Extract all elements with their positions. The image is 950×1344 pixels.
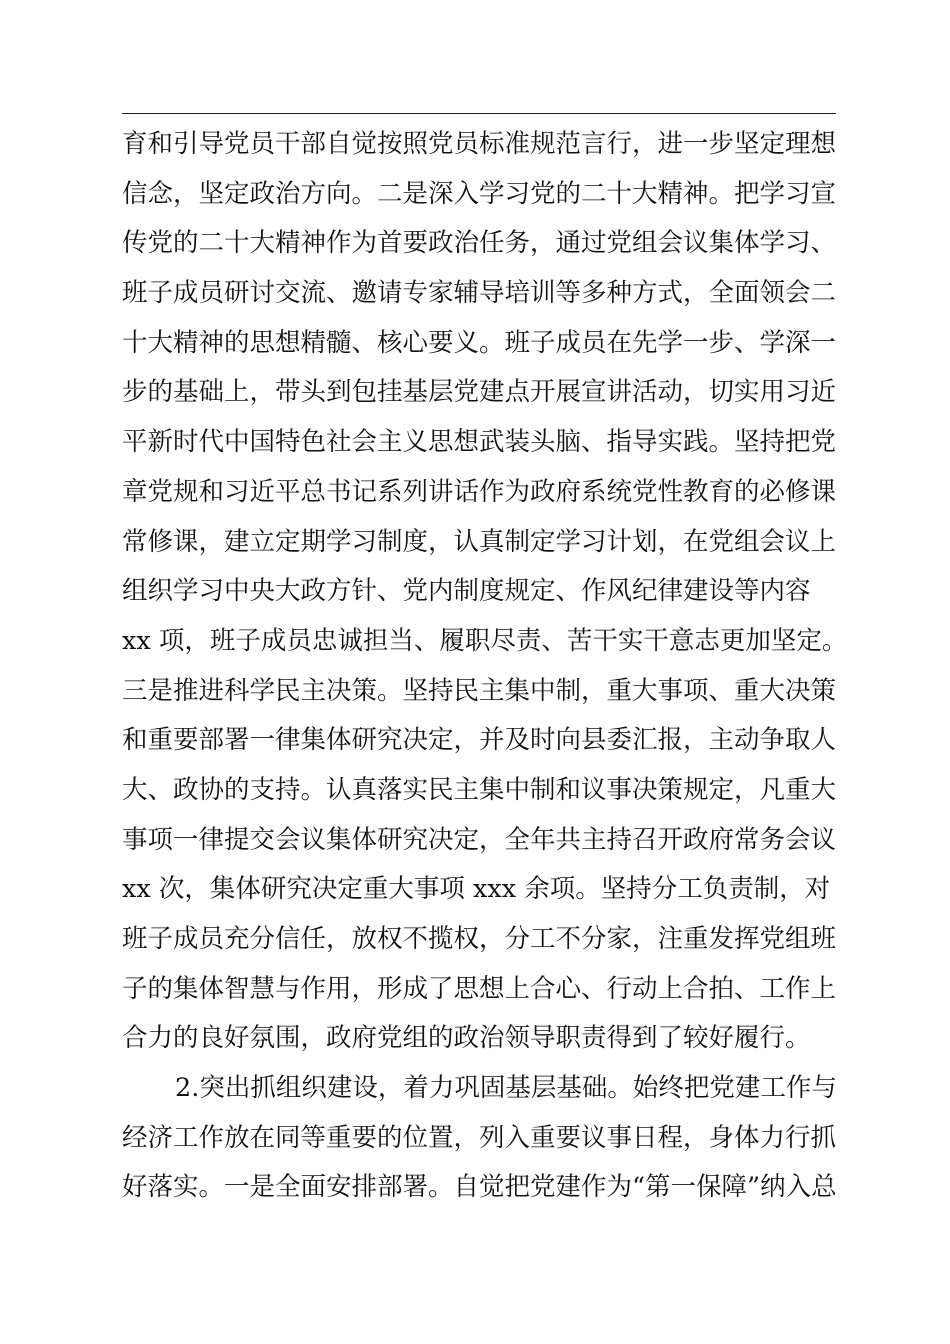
text-line: 子的集体智慧与作用，形成了思想上合心、行动上合拍、工作上	[122, 973, 837, 1004]
document-body	[122, 120, 848, 1213]
text-line: 信念，坚定政治方向。二是深入学习党的二十大精神。把学习宣	[122, 178, 837, 209]
text-line: 合力的良好氛围，政府党组的政治领导职责得到了较好履行。	[122, 1023, 811, 1054]
text-line: 章党规和习近平总书记系列讲话作为政府系统党性教育的必修课	[122, 476, 837, 507]
text-line: 事项一律提交会议集体研究决定，全年共主持召开政府常务会议	[122, 824, 837, 855]
section-heading-line: 2.突出抓组织建设，着力巩固基层基础。始终把党建工作与	[175, 1073, 837, 1104]
header-rule	[122, 113, 836, 114]
text-line: xx 次，集体研究决定重大事项 xxx 余项。坚持分工负责制，对	[122, 874, 831, 905]
text-line: 十大精神的思想精髓、核心要义。班子成员在先学一步、学深一	[122, 327, 837, 358]
text-line: 大、政协的支持。认真落实民主集中制和议事决策规定，凡重大	[122, 774, 837, 805]
text-line: xx 项，班子成员忠诚担当、履职尽责、苦干实干意志更加坚定。	[122, 625, 848, 656]
text-line: 班子成员充分信任，放权不揽权，分工不分家，注重发挥党组班	[122, 924, 837, 954]
text-line: 好落实。一是全面安排部署。自觉把党建作为“第一保障”纳入总	[122, 1172, 837, 1203]
text-line: 育和引导党员干部自觉按照党员标准规范言行，进一步坚定理想	[122, 129, 837, 159]
text-line: 平新时代中国特色社会主义思想武装头脑、指导实践。坚持把党	[122, 427, 837, 458]
text-line: 常修课，建立定期学习制度，认真制定学习计划，在党组会议上	[122, 526, 837, 557]
text-line: 组织学习中央大政方针、党内制度规定、作风纪律建设等内容	[122, 576, 811, 607]
text-line: 三是推进科学民主决策。坚持民主集中制，重大事项、重大决策	[122, 675, 837, 706]
text-line: 班子成员研讨交流、邀请专家辅导培训等多种方式，全面领会二	[122, 278, 837, 309]
text-line: 经济工作放在同等重要的位置，列入重要议事日程，身体力行抓	[122, 1122, 837, 1153]
text-line: 和重要部署一律集体研究决定，并及时向县委汇报，主动争取人	[122, 725, 837, 756]
text-line: 传党的二十大精神作为首要政治任务，通过党组会议集体学习、	[122, 228, 837, 259]
text-line: 步的基础上，带头到包挂基层党建点开展宣讲活动，切实用习近	[122, 377, 837, 408]
